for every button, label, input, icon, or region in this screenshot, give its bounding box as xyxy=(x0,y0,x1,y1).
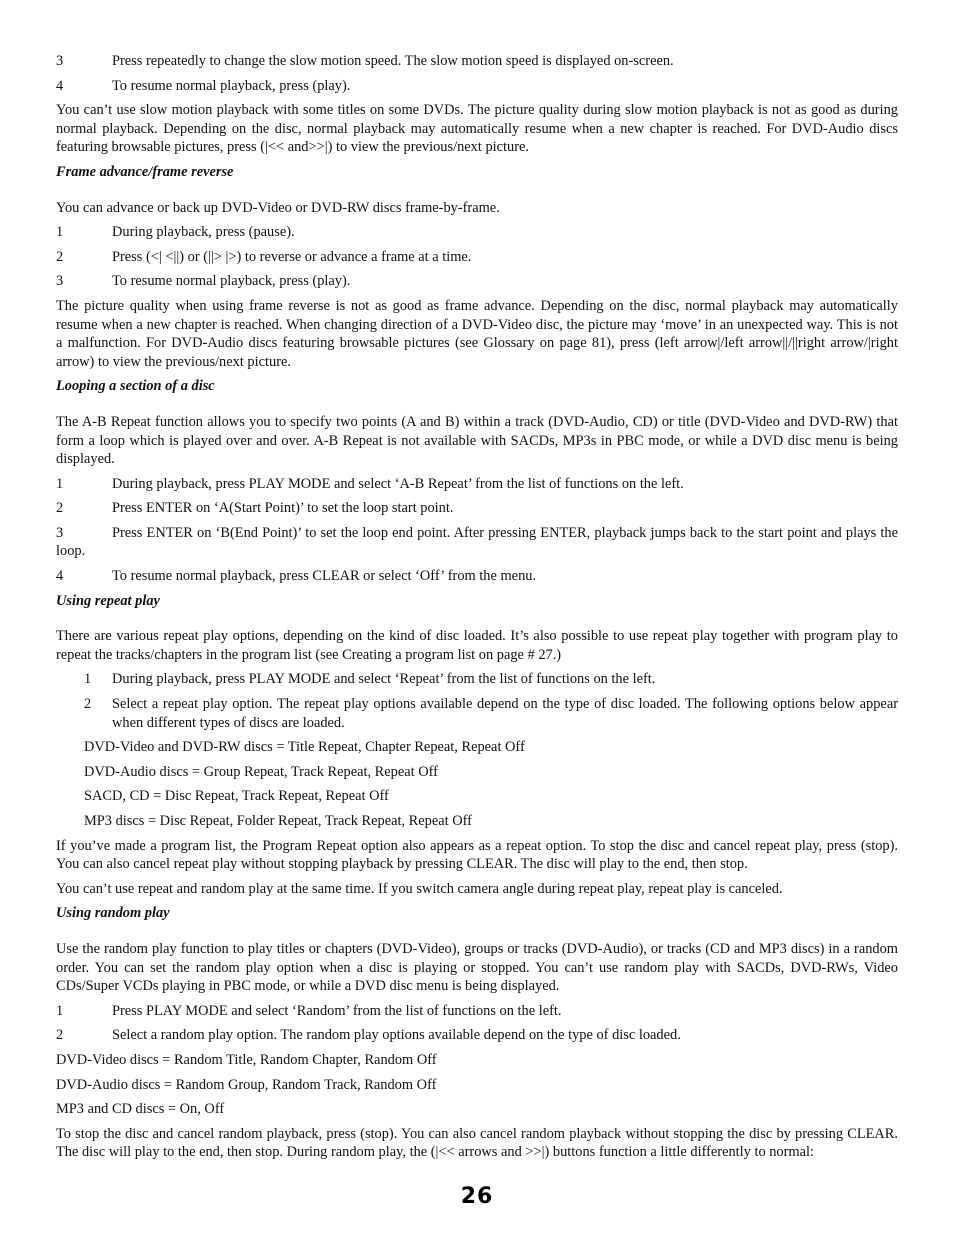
step-text: To resume normal playback, press CLEAR or select ‘Off’ from the menu. xyxy=(112,568,537,585)
step-item xyxy=(56,524,898,561)
step-text: Press (<| <||) or (||> |>) to reverse or advance a frame at a time. xyxy=(112,248,472,265)
step-number: 3 xyxy=(56,53,64,69)
step-text: During playback, press PLAY MODE and select ‘A-B Repeat’ from the list of functions on the left. xyxy=(112,475,684,492)
repeat-option: SACD, CD = Disc Repeat, Track Repeat, Repeat Off xyxy=(84,788,389,805)
random-intro: Use the random play function to play titles or chapters (DVD-Video), groups or tracks (DVD-Audio), or tracks (CD and MP3 discs) in a random order. You can set the random play option when a disc is playing or stopped. You can’t use random play with SACDs, DVD-RWs, Video CDs/Super VCDs playing in PBC mode, or while a DVD disc menu is being displayed. xyxy=(56,940,898,995)
step-item xyxy=(56,272,898,291)
repeat-note: If you’ve made a program list, the Program Repeat option also appears as a repeat option. To stop the disc and cancel repeat play, press (stop). You can also cancel repeat play without stopping playback by pressing CLEAR. The disc will play to the end, then stop. xyxy=(56,837,898,873)
step-number: 1 xyxy=(56,1002,64,1019)
step-item xyxy=(56,248,898,267)
loop-intro: The A-B Repeat function allows you to specify two points (A and B) within a track (DVD-Audio, CD) or title (DVD-Video and DVD-RW) that form a loop which is played over and over. A-B Repeat is not available with SACDs, MP3s in PBC mode, or while a DVD disc menu is being displayed. xyxy=(56,413,898,468)
frame-note: The picture quality when using frame reverse is not as good as frame advance. Depending on the disc, normal playback may automatically resume when a new chapter is reached. When changing direction of a DVD-Video disc, the picture may ‘move’ in an unexpected way. This is not a malfunction. For DVD-Audio discs featuring browsable pictures (see Glossary on page 81), press (left arrow|/left arrow||/||right arrow/|right arrow) to view the previous/next picture. xyxy=(56,297,898,370)
step-number: 1 xyxy=(56,224,64,241)
step-item xyxy=(56,475,898,494)
step-number: 2 xyxy=(84,696,92,713)
random-note: To stop the disc and cancel random playback, press (stop). You can also cancel random playback without stopping the disc by pressing CLEAR. The disc will play to the end, then stop. During random play, the (|<< arrows and >>|) buttons function a little differently to normal: xyxy=(56,1125,898,1161)
repeat-option: MP3 discs = Disc Repeat, Folder Repeat, Track Repeat, Repeat Off xyxy=(84,813,472,829)
repeat-intro: There are various repeat play options, depending on the kind of disc loaded. It’s also possible to use repeat play together with program play to repeat the tracks/chapters in the program list (see Creating a program list on page # 27.) xyxy=(56,628,898,663)
step-item xyxy=(56,499,898,518)
section-heading-loop: Looping a section of a disc xyxy=(56,378,215,395)
step-text: Select a random play option. The random play options available depend on the type of disc loaded. xyxy=(112,1027,681,1044)
section-heading-frame: Frame advance/frame reverse xyxy=(56,163,234,180)
step-number: 1 xyxy=(56,475,64,492)
repeat-option: DVD-Audio discs = Group Repeat, Track Repeat, Repeat Off xyxy=(84,763,438,780)
slow-motion-note: You can’t use slow motion playback with some titles on some DVDs. The picture quality during slow motion playback is not as good as during normal playback. Depending on the disc, normal playback may automatically resume when a new chapter is reached. For DVD-Audio discs featuring browsable pictures, press (|<< and>>|) to view the previous/next picture. xyxy=(56,102,898,156)
step-text: Press ENTER on ‘B(End Point)’ to set the loop end point. After pressing ENTER, playback jumps back to the start point and plays the loop. xyxy=(56,524,898,560)
page-number: 26 xyxy=(460,1184,494,1209)
step-item xyxy=(56,567,898,586)
manual-page xyxy=(56,52,898,1168)
step-item xyxy=(56,1002,898,1021)
section-heading-random: Using random play xyxy=(56,905,170,922)
frame-intro: You can advance or back up DVD-Video or DVD-RW discs frame-by-frame. xyxy=(56,199,500,216)
step-text: Select a repeat play option. The repeat play options available depend on the type of disc loaded. The following options below appear when different types of discs are loaded. xyxy=(112,696,898,731)
step-item xyxy=(84,695,898,732)
repeat-option: DVD-Video and DVD-RW discs = Title Repeat, Chapter Repeat, Repeat Off xyxy=(84,739,525,756)
repeat-note: You can’t use repeat and random play at the same time. If you switch camera angle during repeat play, repeat play is canceled. xyxy=(56,880,783,897)
random-option: DVD-Video discs = Random Title, Random Chapter, Random Off xyxy=(56,1051,437,1068)
step-text: Press ENTER on ‘A(Start Point)’ to set the loop start point. xyxy=(112,500,454,517)
random-option: MP3 and CD discs = On, Off xyxy=(56,1101,225,1118)
step-item xyxy=(56,52,898,71)
step-number: 3 xyxy=(56,273,64,290)
step-text: To resume normal playback, press (play). xyxy=(112,77,351,94)
step-item xyxy=(56,1026,898,1045)
step-item xyxy=(84,670,898,689)
step-number: 4 xyxy=(56,568,64,585)
step-number: 4 xyxy=(56,77,64,94)
random-option: DVD-Audio discs = Random Group, Random Track, Random Off xyxy=(56,1076,437,1093)
step-text: Press repeatedly to change the slow motion speed. The slow motion speed is displayed on-screen. xyxy=(112,53,674,69)
step-text: Press PLAY MODE and select ‘Random’ from the list of functions on the left. xyxy=(112,1002,562,1019)
step-text: During playback, press PLAY MODE and select ‘Repeat’ from the list of functions on the left. xyxy=(112,671,656,688)
step-number: 2 xyxy=(56,1027,64,1044)
section-heading-repeat: Using repeat play xyxy=(56,592,160,609)
step-text: To resume normal playback, press (play). xyxy=(112,273,351,290)
step-number: 2 xyxy=(56,500,64,517)
step-item xyxy=(56,223,898,242)
step-item xyxy=(56,77,898,96)
step-number: 1 xyxy=(84,671,92,688)
step-number: 2 xyxy=(56,248,64,265)
step-number: 3 xyxy=(56,524,64,541)
step-text: During playback, press (pause). xyxy=(112,224,295,241)
